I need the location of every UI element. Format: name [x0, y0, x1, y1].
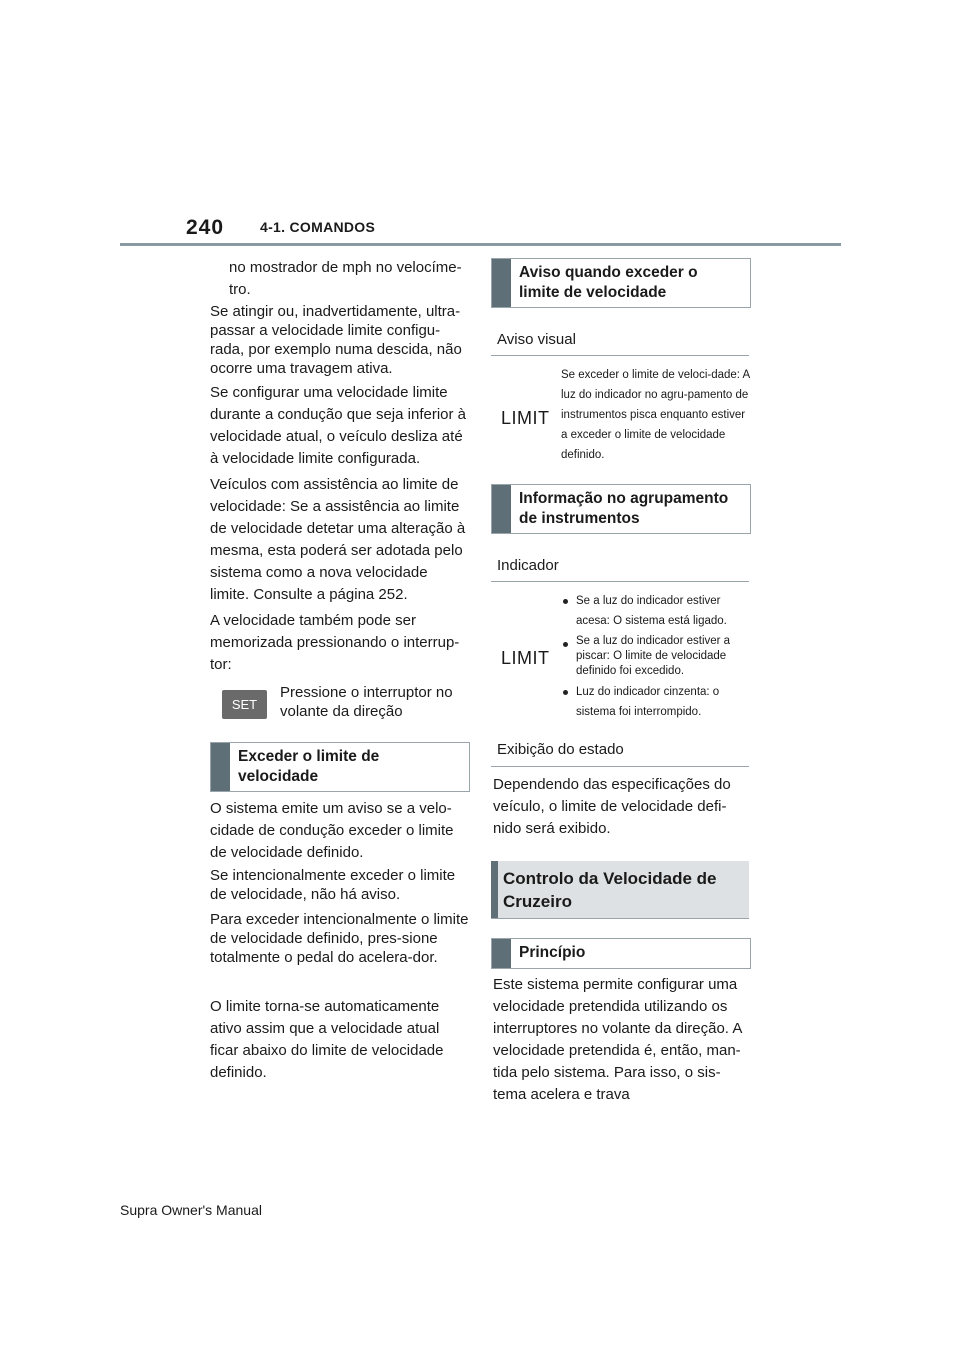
- chapter-heading-cruise-control: [491, 861, 749, 919]
- heading-text: Controlo da Velocidade de Cruzeiro: [503, 869, 717, 911]
- paragraph-reactivation: O limite torna-se automaticamente ativo assim que a velocidade atual ficar abaixo do limite de velocidade definido.: [210, 998, 444, 1081]
- heading-bar: [492, 485, 511, 533]
- heading-bar: [211, 743, 230, 791]
- heading-bar: [492, 939, 511, 968]
- subheading-status-display: [491, 740, 749, 767]
- list-item: Se a luz do indicador estiver acesa: O sistema está ligado.: [561, 591, 751, 631]
- paragraph-overshoot: Se atingir ou, inadvertidamente, ultra-passar a velocidade limite configu-rada, por exemplo numa descida, não ocorre uma travagem ativa.: [210, 303, 462, 377]
- paragraph-lower-limit: Se configurar uma velocidade limite durante a condução que seja inferior à velocidade atual, o veículo desliza até à velocidade limite configurada.: [210, 384, 467, 467]
- footer-manual-title: Supra Owner's Manual: [120, 1202, 262, 1218]
- list-item: Luz do indicador cinzenta: o sistema foi interrompido.: [561, 682, 751, 722]
- page-number: 240: [186, 216, 225, 239]
- paragraph-status: Dependendo das especificações do veículo, o limite de velocidade defi-nido será exibido.: [493, 776, 731, 837]
- indicator-bullet-list: [561, 591, 751, 722]
- visual-warning-text: Se exceder o limite de veloci-dade: A luz do indicador no agru-pamento de instrumentos pisca enquanto estiver a exceder o limite de velocidade definido.: [561, 369, 750, 461]
- subheading-text: Indicador: [497, 557, 559, 574]
- heading-box-cluster-info: [491, 484, 751, 534]
- paragraph-limit-assist: Veículos com assistência ao limite de velocidade: Se a assistência ao limite de velocidade detetar uma alteração à mesma, esta poderá ser adotada pelo sistema como a nova velocidade limite. Consulte a página 252.: [210, 476, 466, 603]
- heading-text: Exceder o limite de velocidade: [238, 748, 380, 785]
- subheading-visual-warning: [491, 330, 749, 356]
- set-instruction: Pressione o interruptor no volante da direção: [280, 684, 453, 720]
- header-divider: [120, 243, 841, 246]
- subheading-text: Exibição do estado: [497, 741, 624, 758]
- paragraph-intentional: Se intencionalmente exceder o limite de velocidade, não há aviso.: [210, 867, 456, 903]
- heading-bar: [492, 259, 511, 307]
- heading-text: Princípio: [519, 944, 586, 961]
- heading-bar: [491, 861, 498, 918]
- paragraph-accelerator: Para exceder intencionalmente o limite de velocidade definido, pres-sione totalmente o pedal do acelera-dor.: [210, 911, 469, 966]
- heading-box-warning: [491, 258, 751, 308]
- paragraph-warning: O sistema emite um aviso se a velo-cidade de condução exceder o limite de velocidade definido.: [210, 800, 454, 861]
- limit-indicator-icon: LIMIT: [501, 408, 550, 428]
- limit-indicator-icon: LIMIT: [501, 648, 550, 668]
- subheading-text: Aviso visual: [497, 331, 576, 348]
- heading-text: Aviso quando exceder o limite de velocidade: [519, 264, 698, 301]
- paragraph-continued: no mostrador de mph no velocíme-tro.: [229, 259, 462, 298]
- paragraph-principle: Este sistema permite configurar uma velocidade pretendida utilizando os interruptores no volante da direção. A velocidade pretendida é, então, man-tida pelo sistema. Para isso, o sis-tema acelera e trava: [493, 976, 742, 1103]
- heading-box-exceed-limit: [210, 742, 470, 792]
- paragraph-memorize: A velocidade também pode ser memorizada pressionando o interrup-tor:: [210, 612, 460, 673]
- section-title: 4-1. COMANDOS: [260, 219, 376, 235]
- set-switch-icon: SET: [222, 690, 267, 719]
- heading-box-principle: [491, 938, 751, 969]
- subheading-indicator: [491, 556, 749, 582]
- heading-text: Informação no agrupamento de instrumentos: [519, 490, 729, 527]
- list-item: Se a luz do indicador estiver a piscar: O limite de velocidade definido foi excedido.: [561, 634, 751, 679]
